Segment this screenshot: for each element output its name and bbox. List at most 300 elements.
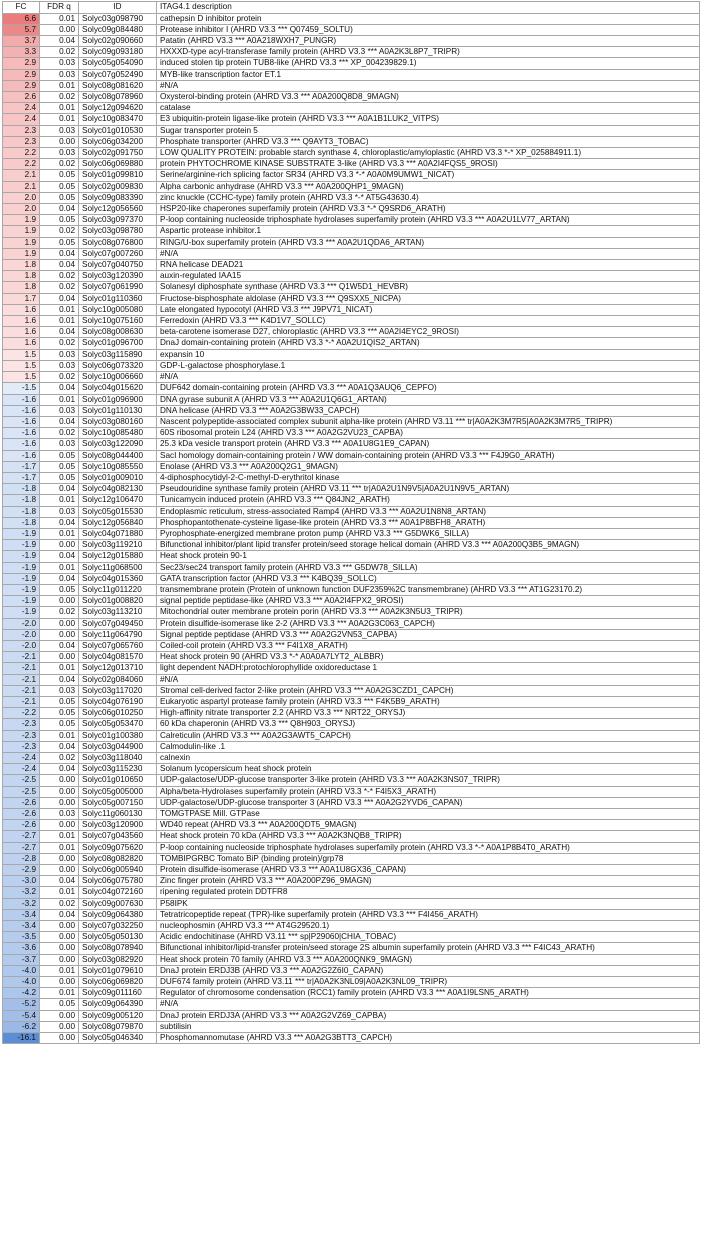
table-row	[3, 909, 700, 920]
gene-expression-table	[2, 1, 700, 1044]
description-cell: RING/U-box superfamily protein (AHRD V3.3 *** A0A2U1QDA6_ARTAN)	[157, 237, 700, 248]
table-row	[3, 876, 700, 887]
fc-cell: -2.3	[3, 730, 40, 741]
fdr-q-cell: 0.00	[40, 775, 79, 786]
gene-id-cell: Solyc05g015530	[79, 506, 157, 517]
fdr-q-cell: 0.00	[40, 618, 79, 629]
gene-id-cell: Solyc10g085550	[79, 461, 157, 472]
fdr-q-cell: 0.00	[40, 24, 79, 35]
table-row	[3, 999, 700, 1010]
description-cell: DUF674 family protein (AHRD V3.11 *** tr|A0A2K3NL09|A0A2K3NL09_TRIPR)	[157, 977, 700, 988]
fc-cell: -2.6	[3, 797, 40, 808]
description-cell: Mitochondrial outer membrane protein porin (AHRD V3.3 *** A0A2K3N5U3_TRIPR)	[157, 607, 700, 618]
gene-id-cell: Solyc01g099810	[79, 170, 157, 181]
description-cell: nucleophosmin (AHRD V3.3 *** AT4G29520.1)	[157, 921, 700, 932]
gene-id-cell: Solyc07g049450	[79, 618, 157, 629]
fdr-q-cell: 0.00	[40, 943, 79, 954]
table-row	[3, 170, 700, 181]
gene-id-cell: Solyc02g084060	[79, 674, 157, 685]
gene-id-cell: Solyc12g094620	[79, 103, 157, 114]
gene-id-cell: Solyc08g079870	[79, 1021, 157, 1032]
gene-id-cell: Solyc01g110360	[79, 293, 157, 304]
gene-id-cell: Solyc01g010650	[79, 775, 157, 786]
table-row	[3, 629, 700, 640]
fdr-q-cell: 0.05	[40, 696, 79, 707]
fdr-q-cell: 0.02	[40, 898, 79, 909]
gene-id-cell: Solyc03g115890	[79, 349, 157, 360]
fdr-q-cell: 0.04	[40, 484, 79, 495]
fdr-q-cell: 0.01	[40, 730, 79, 741]
fc-cell: -1.8	[3, 517, 40, 528]
table-row	[3, 461, 700, 472]
description-cell: zinc knuckle (CCHC-type) family protein (AHRD V3.3 *-* AT5G43630.4)	[157, 192, 700, 203]
fc-cell: -1.7	[3, 461, 40, 472]
fc-cell: -1.9	[3, 540, 40, 551]
fc-cell: 3.7	[3, 36, 40, 47]
fc-cell: -2.5	[3, 775, 40, 786]
fdr-q-cell: 0.01	[40, 988, 79, 999]
description-cell: Phosphopantothenate-cysteine ligase-like protein (AHRD V3.3 *** A0A1P8BFH8_ARATH)	[157, 517, 700, 528]
description-cell: beta-carotene isomerase D27, chloroplastic (AHRD V3.3 *** A0A2I4EYC2_9ROSI)	[157, 327, 700, 338]
table-row	[3, 282, 700, 293]
description-cell: Coiled-coil protein (AHRD V3.3 *** F4I1X8_ARATH)	[157, 640, 700, 651]
fdr-q-cell: 0.05	[40, 472, 79, 483]
gene-id-cell: Solyc05g046340	[79, 1033, 157, 1044]
fdr-q-cell: 0.04	[40, 260, 79, 271]
description-cell: signal peptide peptidase-like (AHRD V3.3 *** A0A2I4FPX2_9ROSI)	[157, 596, 700, 607]
table-row	[3, 596, 700, 607]
fc-cell: -2.6	[3, 820, 40, 831]
description-cell: High-affinity nitrate transporter 2.2 (AHRD V3.3 *** NRT22_ORYSJ)	[157, 708, 700, 719]
fdr-q-cell: 0.00	[40, 1033, 79, 1044]
table-row	[3, 181, 700, 192]
fc-cell: -1.9	[3, 573, 40, 584]
table-row	[3, 394, 700, 405]
table-row	[3, 136, 700, 147]
table-row	[3, 316, 700, 327]
gene-id-cell: Solyc04g072160	[79, 887, 157, 898]
description-cell: catalase	[157, 103, 700, 114]
fdr-q-cell: 0.04	[40, 573, 79, 584]
fdr-q-cell: 0.05	[40, 215, 79, 226]
gene-id-cell: Solyc03g113210	[79, 607, 157, 618]
fdr-q-cell: 0.04	[40, 248, 79, 259]
fc-cell: 2.4	[3, 103, 40, 114]
description-cell: Calmodulin-like .1	[157, 741, 700, 752]
description-cell: HSP20-like chaperones superfamily protein (AHRD V3.3 *-* Q9SRD6_ARATH)	[157, 204, 700, 215]
fc-cell: 2.2	[3, 159, 40, 170]
description-cell: Alpha/beta-Hydrolases superfamily protein (AHRD V3.3 *-* F4I5X3_ARATH)	[157, 786, 700, 797]
table-row	[3, 640, 700, 651]
gene-id-cell: Solyc04g015360	[79, 573, 157, 584]
gene-id-cell: Solyc03g122090	[79, 439, 157, 450]
description-cell: WD40 repeat (AHRD V3.3 *** A0A200QDT5_9MAGN)	[157, 820, 700, 831]
gene-id-cell: Solyc05g053470	[79, 719, 157, 730]
fdr-q-cell: 0.01	[40, 965, 79, 976]
description-cell: TOMGTPASE Mill. GTPase	[157, 809, 700, 820]
fc-cell: -2.2	[3, 708, 40, 719]
description-cell: ripening regulated protein DDTFR8	[157, 887, 700, 898]
table-row	[3, 204, 700, 215]
fdr-q-cell: 0.03	[40, 58, 79, 69]
table-row	[3, 13, 700, 24]
description-cell: DNA gyrase subunit A (AHRD V3.3 *** A0A2U1Q6G1_ARTAN)	[157, 394, 700, 405]
gene-id-cell: Solyc03g098790	[79, 13, 157, 24]
table-row	[3, 607, 700, 618]
fc-cell: -2.1	[3, 652, 40, 663]
gene-id-cell: Solyc06g069880	[79, 159, 157, 170]
table-row	[3, 260, 700, 271]
fdr-q-cell: 0.04	[40, 640, 79, 651]
table-row	[3, 977, 700, 988]
fdr-q-cell: 0.05	[40, 584, 79, 595]
fc-cell: -2.4	[3, 753, 40, 764]
gene-id-cell: Solyc09g005120	[79, 1010, 157, 1021]
gene-id-cell: Solyc03g118040	[79, 753, 157, 764]
description-cell: DUF642 domain-containing protein (AHRD V3.3 *** A0A1Q3AUQ6_CEPFO)	[157, 383, 700, 394]
table-row	[3, 1021, 700, 1032]
fc-cell: 2.0	[3, 204, 40, 215]
gene-id-cell: Solyc10g085480	[79, 428, 157, 439]
fc-cell: 2.9	[3, 58, 40, 69]
gene-id-cell: Solyc05g007150	[79, 797, 157, 808]
gene-id-cell: Solyc04g081570	[79, 652, 157, 663]
description-cell: TOMBIPGRBC Tomato BiP (binding protein)/grp78	[157, 853, 700, 864]
fc-cell: 2.4	[3, 114, 40, 125]
header-fdr-q: FDR q	[40, 2, 79, 14]
gene-id-cell: Solyc10g006660	[79, 372, 157, 383]
description-cell: Sugar transporter protein 5	[157, 125, 700, 136]
fdr-q-cell: 0.01	[40, 562, 79, 573]
description-cell: Heat shock protein 90-1	[157, 551, 700, 562]
table-row	[3, 965, 700, 976]
gene-id-cell: Solyc12g056840	[79, 517, 157, 528]
description-cell: Solanesyl diphosphate synthase (AHRD V3.3 *** Q1W5D1_HEVBR)	[157, 282, 700, 293]
gene-id-cell: Solyc07g043560	[79, 831, 157, 842]
description-cell: 25.3 kDa vesicle transport protein (AHRD V3.3 *** A0A1U8G1E9_CAPAN)	[157, 439, 700, 450]
table-body	[3, 13, 700, 1044]
fdr-q-cell: 0.00	[40, 629, 79, 640]
gene-id-cell: Solyc06g005940	[79, 865, 157, 876]
fc-cell: -2.9	[3, 865, 40, 876]
gene-id-cell: Solyc03g119210	[79, 540, 157, 551]
fdr-q-cell: 0.03	[40, 69, 79, 80]
table-row	[3, 349, 700, 360]
fc-cell: 1.8	[3, 271, 40, 282]
fdr-q-cell: 0.03	[40, 349, 79, 360]
fc-cell: 5.7	[3, 24, 40, 35]
fdr-q-cell: 0.05	[40, 192, 79, 203]
fdr-q-cell: 0.05	[40, 181, 79, 192]
fc-cell: -2.4	[3, 764, 40, 775]
description-cell: Protein disulfide-isomerase like 2-2 (AHRD V3.3 *** A0A2G3C063_CAPCH)	[157, 618, 700, 629]
table-row	[3, 405, 700, 416]
fc-cell: -1.9	[3, 562, 40, 573]
table-row	[3, 293, 700, 304]
gene-id-cell: Solyc03g097370	[79, 215, 157, 226]
description-cell: Pyrophosphate-energized membrane proton pump (AHRD V3.3 *** G5DWK6_SILLA)	[157, 528, 700, 539]
description-cell: Phosphate transporter (AHRD V3.3 *** Q9AYT3_TOBAC)	[157, 136, 700, 147]
gene-id-cell: Solyc01g010530	[79, 125, 157, 136]
fdr-q-cell: 0.04	[40, 416, 79, 427]
table-row	[3, 842, 700, 853]
fdr-q-cell: 0.01	[40, 114, 79, 125]
description-cell: Fructose-bisphosphate aldolase (AHRD V3.3 *** Q9SXX5_NICPA)	[157, 293, 700, 304]
description-cell: subtilisin	[157, 1021, 700, 1032]
fdr-q-cell: 0.00	[40, 1021, 79, 1032]
description-cell: #N/A	[157, 248, 700, 259]
fdr-q-cell: 0.02	[40, 753, 79, 764]
gene-id-cell: Solyc07g007260	[79, 248, 157, 259]
description-cell: Late elongated hypocotyl (AHRD V3.3 *** J9PV71_NICAT)	[157, 304, 700, 315]
gene-id-cell: Solyc06g073320	[79, 360, 157, 371]
table-row	[3, 450, 700, 461]
description-cell: Protease inhibitor I (AHRD V3.3 *** Q07459_SOLTU)	[157, 24, 700, 35]
gene-id-cell: Solyc02g090660	[79, 36, 157, 47]
fdr-q-cell: 0.02	[40, 607, 79, 618]
table-row	[3, 304, 700, 315]
fc-cell: 2.3	[3, 136, 40, 147]
fdr-q-cell: 0.01	[40, 103, 79, 114]
fdr-q-cell: 0.04	[40, 204, 79, 215]
fc-cell: -4.0	[3, 977, 40, 988]
fdr-q-cell: 0.05	[40, 719, 79, 730]
gene-id-cell: Solyc09g064390	[79, 999, 157, 1010]
header-row	[3, 2, 700, 14]
table-row	[3, 696, 700, 707]
table-row	[3, 327, 700, 338]
gene-id-cell: Solyc09g093180	[79, 47, 157, 58]
table-row	[3, 416, 700, 427]
fdr-q-cell: 0.00	[40, 954, 79, 965]
description-cell: Calreticulin (AHRD V3.3 *** A0A2G3AWT5_CAPCH)	[157, 730, 700, 741]
table-row	[3, 988, 700, 999]
fdr-q-cell: 0.04	[40, 674, 79, 685]
description-cell: P-loop containing nucleoside triphosphate hydrolases superfamily protein (AHRD V3.3 *-* A0A1P8B4T0_ARATH)	[157, 842, 700, 853]
table-row	[3, 237, 700, 248]
header-id: ID	[79, 2, 157, 14]
fc-cell: -4.2	[3, 988, 40, 999]
description-cell: MYB-like transcription factor ET.1	[157, 69, 700, 80]
fc-cell: -1.8	[3, 484, 40, 495]
gene-id-cell: Solyc05g005000	[79, 786, 157, 797]
table-row	[3, 831, 700, 842]
description-cell: Protein disulfide-isomerase (AHRD V3.3 *** A0A1U8GX36_CAPAN)	[157, 865, 700, 876]
fc-cell: -2.6	[3, 809, 40, 820]
table-row	[3, 215, 700, 226]
table-row	[3, 753, 700, 764]
fc-cell: 1.6	[3, 338, 40, 349]
gene-id-cell: Solyc08g076800	[79, 237, 157, 248]
fc-cell: -1.6	[3, 405, 40, 416]
fdr-q-cell: 0.01	[40, 394, 79, 405]
gene-id-cell: Solyc05g050130	[79, 932, 157, 943]
table-row	[3, 159, 700, 170]
fdr-q-cell: 0.01	[40, 495, 79, 506]
fdr-q-cell: 0.03	[40, 405, 79, 416]
table-row	[3, 1010, 700, 1021]
description-cell: Serine/arginine-rich splicing factor SR34 (AHRD V3.3 *-* A0A0M9UMW1_NICAT)	[157, 170, 700, 181]
description-cell: Solanum lycopersicum heat shock protein	[157, 764, 700, 775]
fc-cell: -2.5	[3, 786, 40, 797]
fdr-q-cell: 0.02	[40, 92, 79, 103]
fc-cell: -3.4	[3, 909, 40, 920]
fdr-q-cell: 0.02	[40, 159, 79, 170]
description-cell: Nascent polypeptide-associated complex subunit alpha-like protein (AHRD V3.11 *** tr|A0A2K3M7R5|A0A2K3M7R5_TRIPR)	[157, 416, 700, 427]
fc-cell: -1.6	[3, 394, 40, 405]
fc-cell: -4.0	[3, 965, 40, 976]
description-cell: Phosphomannomutase (AHRD V3.3 *** A0A2G3BTT3_CAPCH)	[157, 1033, 700, 1044]
fc-cell: 2.9	[3, 80, 40, 91]
fdr-q-cell: 0.04	[40, 741, 79, 752]
fc-cell: 1.9	[3, 248, 40, 259]
gene-id-cell: Solyc01g009010	[79, 472, 157, 483]
description-cell: Bifunctional inhibitor/plant lipid transfer protein/seed storage helical domain (AHRD V3.3 *** A0A200Q3B5_9MAGN)	[157, 540, 700, 551]
gene-id-cell: Solyc09g011160	[79, 988, 157, 999]
gene-id-cell: Solyc07g061990	[79, 282, 157, 293]
description-cell: Enolase (AHRD V3.3 *** A0A200Q2G1_9MAGN)	[157, 461, 700, 472]
table-row	[3, 786, 700, 797]
table-row	[3, 506, 700, 517]
fdr-q-cell: 0.02	[40, 271, 79, 282]
table-row	[3, 24, 700, 35]
table-row	[3, 1033, 700, 1044]
gene-id-cell: Solyc03g044900	[79, 741, 157, 752]
fc-cell: 3.3	[3, 47, 40, 58]
fdr-q-cell: 0.01	[40, 304, 79, 315]
table-row	[3, 898, 700, 909]
gene-id-cell: Solyc10g083470	[79, 114, 157, 125]
table-row	[3, 125, 700, 136]
fdr-q-cell: 0.00	[40, 921, 79, 932]
table-row	[3, 797, 700, 808]
fc-cell: -1.7	[3, 472, 40, 483]
description-cell: DnaJ protein ERDJ3A (AHRD V3.3 *** A0A2G2VZ69_CAPBA)	[157, 1010, 700, 1021]
fc-cell: -2.7	[3, 831, 40, 842]
gene-id-cell: Solyc11g068500	[79, 562, 157, 573]
table-row	[3, 248, 700, 259]
gene-id-cell: Solyc07g040750	[79, 260, 157, 271]
fc-cell: -1.6	[3, 439, 40, 450]
description-cell: Ferredoxin (AHRD V3.3 *** K4D1V7_SOLLC)	[157, 316, 700, 327]
fc-cell: 2.1	[3, 170, 40, 181]
fdr-q-cell: 0.04	[40, 517, 79, 528]
gene-id-cell: Solyc07g032250	[79, 921, 157, 932]
gene-id-cell: Solyc09g075620	[79, 842, 157, 853]
gene-id-cell: Solyc01g100380	[79, 730, 157, 741]
fc-cell: -2.0	[3, 640, 40, 651]
fdr-q-cell: 0.03	[40, 439, 79, 450]
description-cell: Endoplasmic reticulum, stress-associated Ramp4 (AHRD V3.3 *** A0A2U1N8N8_ARTAN)	[157, 506, 700, 517]
fc-cell: -3.2	[3, 898, 40, 909]
fdr-q-cell: 0.02	[40, 428, 79, 439]
fdr-q-cell: 0.00	[40, 786, 79, 797]
table-row	[3, 495, 700, 506]
fdr-q-cell: 0.02	[40, 226, 79, 237]
table-row	[3, 271, 700, 282]
fc-cell: 1.8	[3, 260, 40, 271]
gene-id-cell: Solyc06g010250	[79, 708, 157, 719]
fdr-q-cell: 0.01	[40, 887, 79, 898]
gene-id-cell: Solyc10g005080	[79, 304, 157, 315]
fc-cell: -3.2	[3, 887, 40, 898]
table-row	[3, 652, 700, 663]
gene-id-cell: Solyc02g091750	[79, 148, 157, 159]
gene-id-cell: Solyc03g115230	[79, 764, 157, 775]
fc-cell: -2.0	[3, 629, 40, 640]
fc-cell: -3.5	[3, 932, 40, 943]
fc-cell: -5.4	[3, 1010, 40, 1021]
fdr-q-cell: 0.04	[40, 293, 79, 304]
fdr-q-cell: 0.00	[40, 820, 79, 831]
description-cell: UDP-galactose/UDP-glucose transporter 3-like protein (AHRD V3.3 *** A0A2K3NS07_TRIPR)	[157, 775, 700, 786]
fdr-q-cell: 0.02	[40, 372, 79, 383]
table-row	[3, 674, 700, 685]
fc-cell: 1.9	[3, 226, 40, 237]
table-row	[3, 114, 700, 125]
fc-cell: -1.9	[3, 528, 40, 539]
description-cell: P-loop containing nucleoside triphosphate hydrolases superfamily protein (AHRD V3.3 *** A0A2U1LV77_ARTAN)	[157, 215, 700, 226]
description-cell: DNA helicase (AHRD V3.3 *** A0A2G3BW33_CAPCH)	[157, 405, 700, 416]
gene-id-cell: Solyc07g065760	[79, 640, 157, 651]
table-row	[3, 865, 700, 876]
description-cell: GDP-L-galactose phosphorylase.1	[157, 360, 700, 371]
fc-cell: -1.8	[3, 495, 40, 506]
fdr-q-cell: 0.05	[40, 999, 79, 1010]
table-row	[3, 775, 700, 786]
fdr-q-cell: 0.00	[40, 797, 79, 808]
fdr-q-cell: 0.05	[40, 461, 79, 472]
fdr-q-cell: 0.02	[40, 338, 79, 349]
fc-cell: 1.5	[3, 360, 40, 371]
description-cell: Heat shock protein 70 kDa (AHRD V3.3 *** A0A2K3NQB8_TRIPR)	[157, 831, 700, 842]
description-cell: SacI homology domain-containing protein / WW domain-containing protein (AHRD V3.3 *** F4J9G0_ARATH)	[157, 450, 700, 461]
description-cell: P58IPK	[157, 898, 700, 909]
table-row	[3, 148, 700, 159]
fdr-q-cell: 0.02	[40, 47, 79, 58]
table-row	[3, 809, 700, 820]
fdr-q-cell: 0.00	[40, 977, 79, 988]
table-row	[3, 932, 700, 943]
fdr-q-cell: 0.04	[40, 909, 79, 920]
gene-id-cell: Solyc11g064790	[79, 629, 157, 640]
gene-id-cell: Solyc08g078940	[79, 943, 157, 954]
fc-cell: -1.9	[3, 551, 40, 562]
description-cell: GATA transcription factor (AHRD V3.3 *** K4BQ39_SOLLC)	[157, 573, 700, 584]
fc-cell: 1.9	[3, 237, 40, 248]
description-cell: E3 ubiquitin-protein ligase-like protein (AHRD V3.3 *** A0A1B1LUK2_VITPS)	[157, 114, 700, 125]
gene-id-cell: Solyc04g071880	[79, 528, 157, 539]
table-row	[3, 954, 700, 965]
table-row	[3, 360, 700, 371]
gene-id-cell: Solyc08g044400	[79, 450, 157, 461]
fc-cell: -1.5	[3, 383, 40, 394]
fc-cell: -2.0	[3, 618, 40, 629]
gene-id-cell: Solyc12g056560	[79, 204, 157, 215]
gene-id-cell: Solyc11g060130	[79, 809, 157, 820]
table-row	[3, 372, 700, 383]
description-cell: HXXXD-type acyl-transferase family protein (AHRD V3.3 *** A0A2K3L8P7_TRIPR)	[157, 47, 700, 58]
fc-cell: -1.6	[3, 450, 40, 461]
fdr-q-cell: 0.05	[40, 708, 79, 719]
fc-cell: -2.7	[3, 842, 40, 853]
description-cell: DnaJ protein ERDJ3B (AHRD V3.3 *** A0A2G2Z6I0_CAPAN)	[157, 965, 700, 976]
gene-id-cell: Solyc06g034200	[79, 136, 157, 147]
fc-cell: -3.7	[3, 954, 40, 965]
fc-cell: -1.9	[3, 596, 40, 607]
gene-id-cell: Solyc11g011220	[79, 584, 157, 595]
fdr-q-cell: 0.01	[40, 663, 79, 674]
